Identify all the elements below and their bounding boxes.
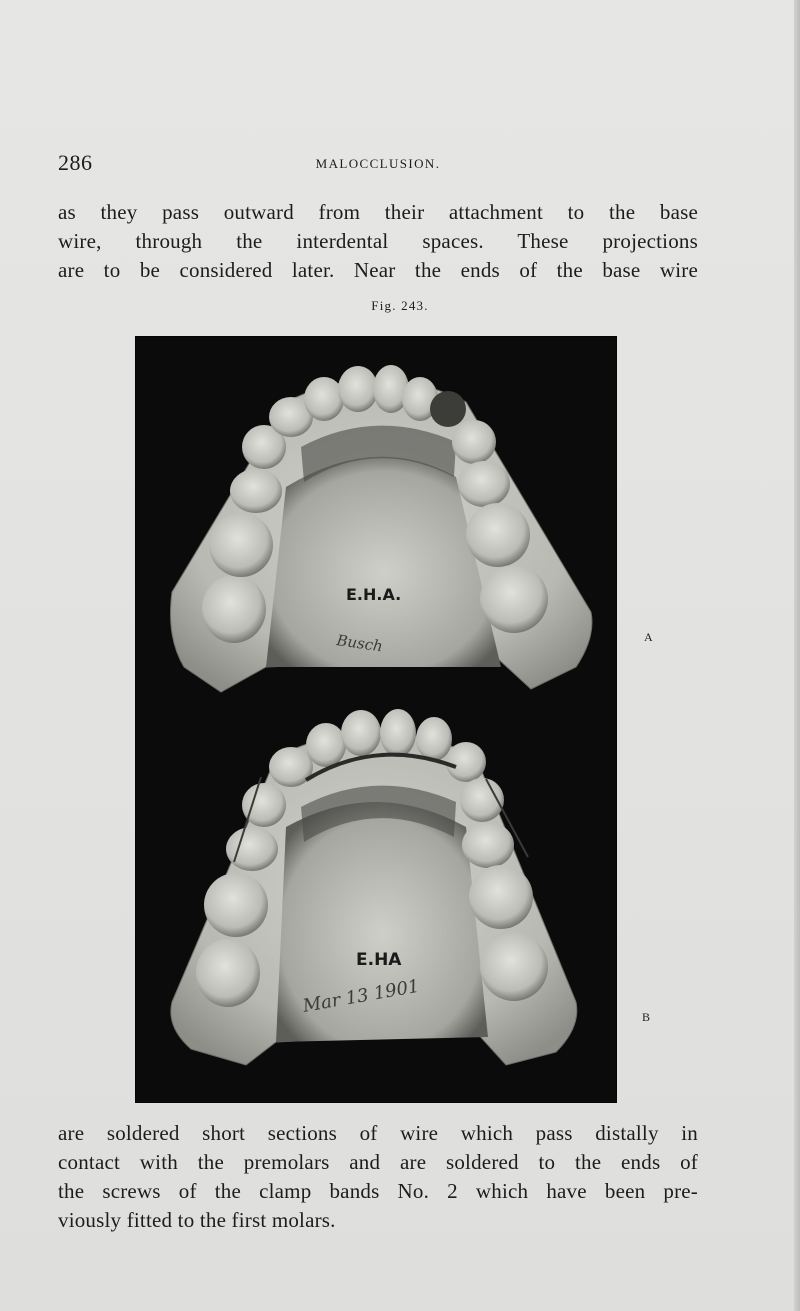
page-number: 286: [58, 150, 93, 175]
text-line: the screws of the clamp bands No. 2 which have been pre-: [58, 1179, 698, 1203]
page-edge-shadow: [794, 0, 800, 1311]
paragraph-top: [58, 198, 698, 285]
figure-photograph: [136, 337, 616, 1102]
running-head: MALOCCLUSION.: [315, 156, 441, 171]
cast-b-marking: E.HA: [356, 950, 402, 970]
text-line: viously fitted to the first molars.: [58, 1208, 336, 1232]
dental-cast-b: [171, 709, 577, 1065]
figure-caption: Fig. 243.: [371, 298, 429, 313]
text-line: contact with the premolars and are soldered to the ends of: [58, 1150, 698, 1174]
dental-casts-illustration: [136, 337, 616, 1102]
dental-cast-a: [171, 365, 593, 692]
paragraph-bottom: [58, 1119, 698, 1235]
text-line: are to be considered later. Near the ends of the base wire: [58, 258, 698, 282]
figure-label-a: A: [644, 630, 654, 644]
cast-b-script: Mar 13 1901: [301, 975, 422, 1017]
page-header: [58, 150, 698, 184]
cast-a-script: Busch: [335, 631, 384, 656]
figure-label-b: B: [642, 1010, 651, 1024]
text-line: are soldered short sections of wire which pass distally in: [58, 1121, 698, 1145]
text-line: as they pass outward from their attachment to the base: [58, 200, 698, 224]
text-line: wire, through the interdental spaces. These projections: [58, 229, 698, 253]
cast-a-marking: E.H.A.: [346, 585, 402, 604]
